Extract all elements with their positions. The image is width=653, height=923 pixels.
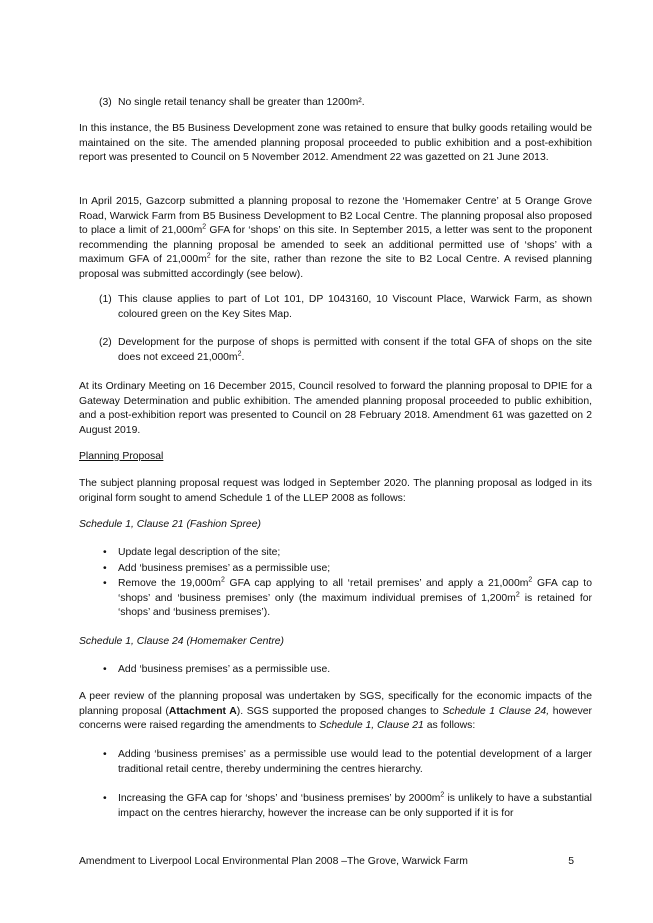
schedule-21-title: Schedule 1, Clause 21 (Fashion Spree) <box>79 519 261 530</box>
concern-bullet-1: • Adding ‘business premises’ as a permissible use would lead to the potential development of a larger traditional retail centre, thereby undermining the centres hierarchy. <box>103 749 592 775</box>
schedule-24-bullet-1: • Add ‘business premises’ as a permissible use. <box>103 663 592 678</box>
clause-item-1: (1) This clause applies to part of Lot 101, DP 1043160, 10 Viscount Place, Warwick Farm, as shown coloured green on the Key Sites Map. <box>99 294 592 320</box>
paragraph-b5-retained: In this instance, the B5 Business Development zone was retained to ensure that bulky goods retailing would be maintained on the site. The amended planning proposal proceeded to public exhibition and a post-exhibition report was presented to Council on 5 November 2012. Amendment 22 was gazetted on 21 June 2013. <box>79 123 592 164</box>
schedule-21-bullet-1: • Update legal description of the site; <box>103 546 592 561</box>
schedule-21-bullet-3: • Remove the $19,000m^2$ GFA cap applying to all ‘retail premises’ and apply a $21,000m^2$ GFA cap to ‘shops’ and ‘business premises’ only (the maximum individual premises of $1,200m^2$ is retained for ‘shops’ and ‘business premises’). <box>103 576 592 619</box>
schedule-24-title: Schedule 1, Clause 24 (Homemaker Centre) <box>79 636 285 647</box>
bullet-icon: • <box>103 749 107 760</box>
bullet-icon: • <box>103 664 107 675</box>
schedule-21-bullet-2: • Add ‘business premises’ as a permissible use; <box>103 562 592 577</box>
page-number: 5 <box>568 856 574 867</box>
paragraph-gazcorp: In April 2015, Gazcorp submitted a planning proposal to rezone the ‘Homemaker Centre’ at 5 Orange Grove Road, Warwick Farm from B5 Business Development to B2 Local Centre. The planning proposal also proposed to place a limit of $21,000m^2$ GFA for ‘shops’ on this site. In September 2015, a letter was sent to the proponent recommending the planning proposal be amended to seek an additional permitted use of ‘shops’ with a maximum GFA of $21,000m^2$ for the site, rather than rezone the site to B2 Local Centre. A revised planning proposal was submitted accordingly (see below). <box>79 196 592 280</box>
paragraph-ordinary-meeting: At its Ordinary Meeting on 16 December 2015, Council resolved to forward the planning proposal to DPIE for a Gateway Determination and public exhibition. The amended planning proposal proceeded to public exhibition, and a post-exhibition report was presented to Council on 28 February 2018. Amendment 61 was gazetted on 2 August 2019. <box>79 381 592 436</box>
footer-title: Amendment to Liverpool Local Environmental Plan 2008 –The Grove, Warwick Farm <box>79 856 468 867</box>
bullet-icon: • <box>103 578 107 589</box>
paragraph-lodged: The subject planning proposal request was lodged in September 2020. The planning proposal as lodged in its original form sought to amend Schedule 1 of the LLEP 2008 as follows: <box>79 478 592 504</box>
section-heading-planning-proposal: Planning Proposal <box>79 451 164 462</box>
clause-item-2: (2) Development for the purpose of shops is permitted with consent if the total GFA of shops on the site does not exceed $21,000m^2$. <box>99 337 592 363</box>
bullet-icon: • <box>103 793 107 804</box>
paragraph-peer-review: A peer review of the planning proposal was undertaken by SGS, specifically for the economic impacts of the planning proposal (Attachment A). SGS supported the proposed changes to Schedule 1 Clause 24, however concerns were raised regarding the amendments to Schedule 1, Clause 21 as follows: <box>79 691 593 732</box>
page-footer <box>79 855 574 869</box>
bullet-icon: • <box>103 547 107 558</box>
bullet-icon: • <box>103 563 107 574</box>
clause-item-3: (3) No single retail tenancy shall be greater than 1200m². <box>99 97 365 108</box>
concern-bullet-2: • Increasing the GFA cap for ‘shops’ and ‘business premises’ by $2000m^2$ is unlikely to have a substantial impact on the centres hierarchy, however the increase can be only supported if it is for <box>103 791 592 819</box>
